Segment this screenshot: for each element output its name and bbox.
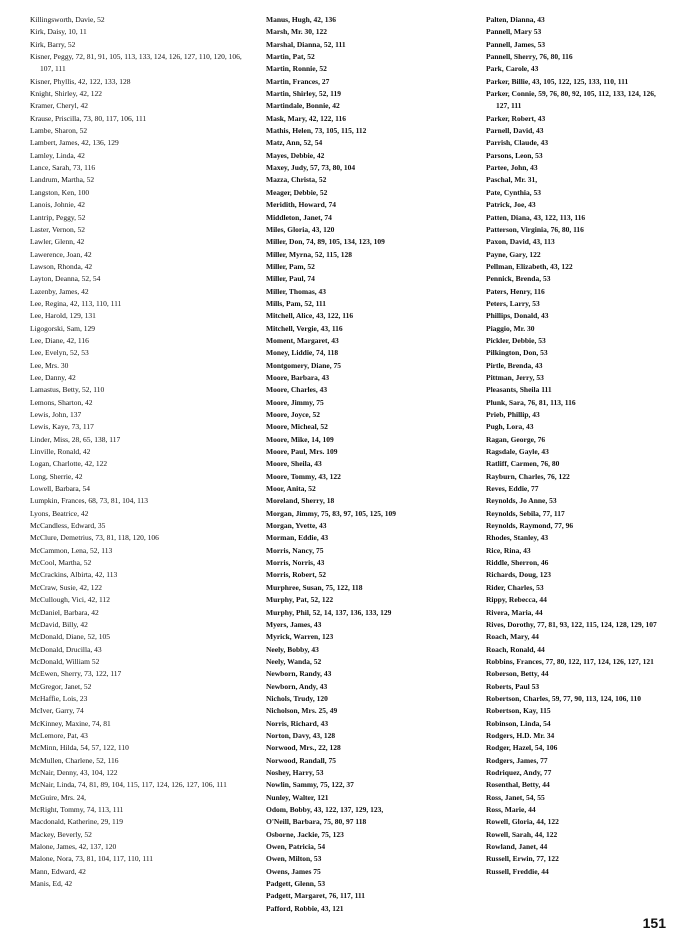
index-entry: Pennick, Brenda, 53 (486, 274, 551, 284)
index-entry: Mann, Edward, 42 (30, 866, 86, 876)
index-entry: Rice, Rina, 43 (486, 545, 531, 555)
index-entry: McEwen, Sherry, 73, 122, 117 (30, 669, 122, 679)
index-entry: Parker, Connie, 59, 76, 80, 92, 105, 112, 133, 124, 126, 127, 111 (486, 89, 656, 111)
index-entry: Richards, Doug, 123 (486, 570, 552, 580)
index-entry: Lawerence, Joan, 42 (30, 249, 92, 259)
index-entry: Moreland, Sherry, 18 (266, 496, 335, 506)
index-entry: Morris, Robert, 52 (266, 570, 326, 580)
index-entry: Lee, Mrs. 30 (30, 360, 69, 370)
index-entry: Palten, Dianna, 43 (486, 15, 545, 24)
index-entry: Nichols, Trudy, 120 (266, 693, 328, 703)
index-entry: Pilkington, Don, 53 (486, 348, 548, 358)
index-entry: Lemons, Sharton, 42 (30, 397, 93, 407)
index-entry: Parrish, Claude, 43 (486, 138, 549, 148)
index-entry: Moore, Jimmy, 75 (266, 397, 324, 407)
index-entry: Lee, Danny, 42 (30, 372, 76, 382)
index-entry: Morgan, Jimmy, 75, 83, 97, 105, 125, 109 (266, 508, 396, 518)
index-entry: Manis, Ed, 42 (30, 879, 73, 889)
index-entry: Pleasants, Sheila 111 (486, 385, 552, 395)
index-entry: Mathis, Helen, 73, 105, 115, 112 (266, 126, 367, 136)
index-entry: Prieb, Phillip, 43 (486, 410, 540, 419)
index-entry: McMullen, Charlene, 52, 116 (30, 755, 119, 765)
index-entry: Newborn, Andy, 43 (266, 681, 328, 691)
index-entry: Murphree, Susan, 75, 122, 118 (266, 582, 363, 592)
index-entry: Ross, Janet, 54, 55 (486, 792, 545, 802)
index-entry: Patrick, Joe, 43 (486, 200, 536, 210)
index-entry: Moor, Anita, 52 (266, 484, 316, 494)
index-entry: Pannell, Sherry, 76, 80, 116 (486, 52, 573, 62)
index-entry: Parker, Robert, 43 (486, 113, 546, 123)
index-entry: McNair, Linda, 74, 81, 89, 104, 115, 117, 124, 126, 127, 106, 111 (30, 780, 227, 790)
index-entry: Norris, Richard, 43 (266, 718, 329, 728)
index-entry: Noshey, Harry, 53 (266, 767, 324, 777)
index-entry: Rider, Charles, 53 (486, 582, 544, 592)
index-entry: Marshal, Dianna, 52, 111 (266, 39, 346, 49)
index-entry: Lewis, John, 137 (30, 410, 82, 419)
index-entry: Lambe, Sharon, 52 (30, 126, 88, 136)
index-entry: Langston, Ken, 100 (30, 187, 90, 197)
index-entry: McClure, Demetrius, 73, 81, 118, 120, 106 (30, 533, 159, 543)
index-entry: Linville, Ronald, 42 (30, 447, 91, 457)
index-entry: Mills, Pam, 52, 111 (266, 298, 326, 308)
index-entry: McDonald, Drucilla, 43 (30, 644, 102, 654)
index-entry: Rivera, Maria, 44 (486, 607, 543, 617)
index-entry: Reynolds, Sebila, 77, 117 (486, 508, 565, 518)
index-entry: Meridith, Howard, 74 (266, 200, 336, 210)
index-entry: Malone, Nora, 73, 81, 104, 117, 110, 111 (30, 854, 154, 864)
index-entry: Krause, Priscilla, 73, 80, 117, 106, 111 (30, 113, 147, 123)
index-entry: Reynolds, Jo Anne, 53 (486, 496, 557, 506)
index-entry: Nowlin, Sammy, 75, 122, 37 (266, 780, 354, 790)
index-entry: Lumpkin, Frances, 68, 73, 81, 104, 113 (30, 496, 149, 506)
index-entry: Moore, Mike, 14, 109 (266, 434, 334, 444)
index-entry: Pafford, Robbie, 43, 121 (266, 903, 344, 913)
index-entry: Malone, James, 42, 137, 120 (30, 842, 117, 852)
index-entry: McDonald, William 52 (30, 656, 100, 666)
index-entry: Mazza, Christa, 52 (266, 175, 327, 185)
index-entry: Rodriquez, Andy, 77 (486, 767, 552, 777)
index-column-1 (30, 14, 245, 890)
index-entry: Peters, Larry, 53 (486, 298, 540, 308)
index-entry: Pittman, Jerry, 53 (486, 372, 544, 382)
index-column-2 (266, 14, 481, 915)
index-entry: Lee, Evelyn, 52, 53 (30, 348, 89, 358)
index-entry: Lowell, Barbara, 54 (30, 484, 90, 494)
index-entry: Maxey, Judy, 57, 73, 80, 104 (266, 163, 356, 173)
index-entry: Linder, Miss, 28, 65, 138, 117 (30, 434, 121, 444)
index-entry: McNair, Denny, 43, 104, 122 (30, 767, 118, 777)
index-entry: Moore, Barbara, 43 (266, 372, 330, 382)
index-entry: Rhodes, Stanley, 43 (486, 533, 549, 543)
index-entry: Kirk, Daisy, 10, 11 (30, 27, 87, 37)
index-entry: Morgan, Yvette, 43 (266, 521, 327, 531)
index-entry: Mackey, Beverly, 52 (30, 829, 92, 839)
index-entry: McCandless, Edward, 35 (30, 521, 106, 531)
index-entry: Lanois, Johnie, 42 (30, 200, 85, 210)
index-entry: Ragan, George, 76 (486, 434, 546, 444)
index-entry: Lamastus, Betty, 52, 110 (30, 385, 105, 395)
index-entry: Knight, Shirley, 42, 122 (30, 89, 103, 99)
index-entry: Mitchell, Alice, 43, 122, 116 (266, 311, 354, 321)
index-entry: Parnell, David, 43 (486, 126, 544, 136)
index-entry: Osborne, Jackie, 75, 123 (266, 829, 344, 839)
index-entry: Mitchell, Vergie, 43, 116 (266, 323, 343, 333)
index-entry: Lance, Sarah, 73, 116 (30, 163, 96, 173)
index-entry: Pate, Cynthia, 53 (486, 187, 541, 197)
index-entry: Middleton, Janet, 74 (266, 212, 332, 222)
index-entry: Moment, Margaret, 43 (266, 335, 339, 345)
index-entry: Matz, Ann, 52, 54 (266, 138, 323, 148)
index-entry: Myers, James, 43 (266, 619, 322, 629)
index-entry: Miles, Gloria, 43, 120 (266, 224, 335, 234)
index-entry: Rippy, Rebecca, 44 (486, 595, 547, 605)
index-entry: Plunk, Sara, 76, 81, 113, 116 (486, 397, 576, 407)
index-entry: Roach, Ronald, 44 (486, 644, 545, 654)
index-entry: Ratliff, Carmen, 76, 80 (486, 459, 560, 469)
index-entry: Miller, Paul, 74 (266, 274, 315, 284)
index-entry: Padgett, Margaret, 76, 117, 111 (266, 891, 366, 901)
index-entry: Morris, Norris, 43 (266, 558, 325, 568)
index-entry: Moore, Joyce, 52 (266, 410, 321, 419)
index-entry: Morris, Nancy, 75 (266, 545, 324, 555)
index-entry: McCammon, Lena, 52, 113 (30, 545, 113, 555)
index-entry: Pugh, Lora, 43 (486, 422, 534, 432)
index-entry: Martin, Ronnie, 52 (266, 64, 327, 74)
index-column-3 (486, 14, 666, 878)
index-entry: Lantrip, Peggy, 52 (30, 212, 86, 222)
index-entry: Martin, Pat, 52 (266, 52, 315, 62)
index-entry: Lyons, Beatrice, 42 (30, 508, 89, 518)
index-entry: Payne, Gary, 122 (486, 249, 541, 259)
index-entry: Lewis, Kaye, 73, 117 (30, 422, 94, 432)
index-entry: Laster, Vernon, 52 (30, 224, 85, 234)
page-number: 151 (642, 915, 666, 931)
index-entry: Patten, Diana, 43, 122, 113, 116 (486, 212, 586, 222)
index-entry: Newborn, Randy, 43 (266, 669, 332, 679)
index-entry: Marsh, Mr. 30, 122 (266, 27, 327, 37)
index-entry: Miller, Don, 74, 89, 105, 134, 123, 109 (266, 237, 385, 247)
index-entry: Meager, Debbie, 52 (266, 187, 328, 197)
index-entry: Robinson, Linda, 54 (486, 718, 551, 728)
index-entry: McIver, Garry, 74 (30, 706, 84, 716)
index-entry: Robbins, Frances, 77, 80, 122, 117, 124, 126, 127, 121 (486, 656, 654, 666)
index-entry: Pannell, James, 53 (486, 39, 546, 49)
index-entry: Owen, Milton, 53 (266, 854, 322, 864)
index-entry: Long, Sherrie, 42 (30, 471, 83, 481)
index-entry: Phillips, Donald, 43 (486, 311, 549, 321)
index-entry: Macdonald, Katherine, 29, 119 (30, 817, 124, 827)
index-entry: Roberts, Paul 53 (486, 681, 540, 691)
index-entry: Neely, Bobby, 43 (266, 644, 319, 654)
index-entry: Miller, Myrna, 52, 115, 128 (266, 249, 352, 259)
index-entry: McMinn, Hilda, 54, 57, 122, 110 (30, 743, 129, 753)
index-entry: Kisner, Peggy, 72, 81, 91, 105, 113, 133, 124, 126, 127, 110, 120, 106, 107, 111 (30, 52, 242, 74)
index-entry: Murphy, Phil, 52, 14, 137, 136, 133, 129 (266, 607, 392, 617)
index-entry: Nunley, Walter, 121 (266, 792, 329, 802)
index-entry: McDaniel, Barbara, 42 (30, 607, 99, 617)
index-entry: Kramer, Cheryl, 42 (30, 101, 89, 111)
index-entry: Miller, Thomas, 43 (266, 286, 327, 296)
index-entry: Mask, Mary, 42, 122, 116 (266, 113, 346, 123)
index-entry: Rodgers, James, 77 (486, 755, 548, 765)
index-entry: Layton, Deanna, 52, 54 (30, 274, 101, 284)
index-entry: Roberson, Betty, 44 (486, 669, 549, 679)
index-entry: Paschal, Mr. 31, (486, 175, 538, 185)
index-entry: Moore, Paul, Mrs. 109 (266, 447, 338, 457)
index-entry: Rosenthal, Betty, 44 (486, 780, 550, 790)
index-entry: Rowell, Gloria, 44, 122 (486, 817, 559, 827)
index-entry: McGregor, Janet, 52 (30, 681, 92, 691)
index-entry: McDavid, Billy, 42 (30, 619, 88, 629)
index-entry: Lee, Harold, 129, 131 (30, 311, 96, 321)
index-entry: Martin, Shirley, 52, 119 (266, 89, 341, 99)
index-entry: McGuire, Mrs. 24, (30, 792, 87, 802)
index-entry: Murphy, Pat, 52, 122 (266, 595, 334, 605)
index-entry: Rayburn, Charles, 76, 122 (486, 471, 570, 481)
index-entry: Riddle, Sherron, 46 (486, 558, 549, 568)
index-entry: Pellman, Elizabeth, 43, 122 (486, 261, 573, 271)
index-entry: Reynolds, Raymond, 77, 96 (486, 521, 574, 531)
index-entry: Ligogorski, Sam, 129 (30, 323, 95, 333)
index-entry: Ragsdale, Gayle, 43 (486, 447, 549, 457)
index-entry: Owen, Patricia, 54 (266, 842, 326, 852)
index-entry: Moore, Micheal, 52 (266, 422, 328, 432)
index-entry: Patterson, Virginia, 76, 80, 116 (486, 224, 584, 234)
index-entry: Rowland, Janet, 44 (486, 842, 548, 852)
index-entry: Padgett, Glenn, 53 (266, 879, 326, 889)
index-entry: Martin, Frances, 27 (266, 76, 330, 86)
index-entry: Pickler, Debbie, 53 (486, 335, 546, 345)
index-entry: Manus, Hugh, 42, 136 (266, 15, 337, 24)
index-entry: Park, Carole, 43 (486, 64, 539, 74)
index-entry: McDonald, Diane, 52, 105 (30, 632, 110, 642)
index-entry: Lambert, James, 42, 136, 129 (30, 138, 119, 148)
index-entry: Mayes, Debbie, 42 (266, 150, 325, 160)
index-entry: Robertson, Kay, 115 (486, 706, 551, 716)
index-entry: Myrick, Warren, 123 (266, 632, 334, 642)
index-entry: McCraw, Susie, 42, 122 (30, 582, 103, 592)
index-entry: Parsons, Leon, 53 (486, 150, 543, 160)
index-entry: Norton, Davy, 43, 128 (266, 730, 336, 740)
index-entry: McRight, Tommy, 74, 113, 111 (30, 805, 124, 814)
index-entry: Pirtle, Brenda, 43 (486, 360, 543, 370)
index-entry: Reves, Eddie, 77 (486, 484, 539, 494)
index-entry: Paters, Henry, 116 (486, 286, 545, 296)
index-entry: McCrackins, Albirta, 42, 113 (30, 570, 118, 580)
index-entry: Owens, James 75 (266, 866, 321, 876)
index-entry: Russell, Freddie, 44 (486, 866, 549, 876)
index-entry: McHaffie, Lois, 23 (30, 693, 88, 703)
index-entry: Parker, Billie, 43, 105, 122, 125, 133, 110, 111 (486, 76, 629, 86)
index-entry: Landrum, Martha, 52 (30, 175, 95, 185)
index-entry: Lawler, Glenn, 42 (30, 237, 85, 247)
index-entry: Norwood, Randall, 75 (266, 755, 337, 765)
index-entry: Ross, Marie, 44 (486, 805, 536, 814)
index-entry: Piaggio, Mr. 30 (486, 323, 535, 333)
index-entry: Robertson, Charles, 59, 77, 90, 113, 124, 106, 110 (486, 693, 642, 703)
index-entry: Odom, Bobby, 43, 122, 137, 129, 123, (266, 805, 384, 814)
index-entry: Norwood, Mrs., 22, 128 (266, 743, 341, 753)
index-entry: Kirk, Barry, 52 (30, 39, 76, 49)
index-entry: Montgomery, Diane, 75 (266, 360, 341, 370)
index-entry: Lee, Regina, 42, 113, 110, 111 (30, 298, 122, 308)
index-entry: McCullough, Vici, 42, 112 (30, 595, 110, 605)
index-entry: Lamley, Linda, 42 (30, 150, 85, 160)
index-entry: Lee, Diane, 42, 116 (30, 335, 89, 345)
index-entry: McCool, Martha, 52 (30, 558, 92, 568)
index-entry: Rowell, Sarah, 44, 122 (486, 829, 558, 839)
index-entry: Rives, Dorothy, 77, 81, 93, 122, 115, 124, 128, 129, 107 (486, 619, 657, 629)
index-entry: Russell, Erwin, 77, 122 (486, 854, 559, 864)
index-entry: Moore, Charles, 43 (266, 385, 328, 395)
index-entry: McLemore, Pat, 43 (30, 730, 88, 740)
index-entry: Lawson, Rhonda, 42 (30, 261, 93, 271)
index-entry: O'Neill, Barbara, 75, 80, 97 118 (266, 817, 367, 827)
index-entry: Killingsworth, Davie, 52 (30, 15, 105, 24)
index-entry: Neely, Wanda, 52 (266, 656, 322, 666)
index-entry: Moore, Sheila, 43 (266, 459, 322, 469)
index-entry: Martindale, Bonnie, 42 (266, 101, 340, 111)
index-entry: Rodgers, H.D. Mr. 34 (486, 730, 555, 740)
index-entry: Kisner, Phyllis, 42, 122, 133, 128 (30, 76, 131, 86)
index-entry: Paxon, David, 43, 113 (486, 237, 555, 247)
index-entry: Logan, Charlotte, 42, 122 (30, 459, 108, 469)
index-entry: Miller, Pam, 52 (266, 261, 315, 271)
index-entry: Morman, Eddie, 43 (266, 533, 329, 543)
index-entry: Lazenby, James, 42 (30, 286, 89, 296)
index-entry: Partee, John, 43 (486, 163, 538, 173)
index-entry: Moore, Tommy, 43, 122 (266, 471, 341, 481)
index-entry: Rodger, Hazel, 54, 106 (486, 743, 558, 753)
index-entry: Nicholson, Mrs. 25, 49 (266, 706, 338, 716)
index-entry: McKinney, Maxine, 74, 81 (30, 718, 111, 728)
index-entry: Money, Liddie, 74, 118 (266, 348, 339, 358)
index-entry: Pannell, Mary 53 (486, 27, 542, 37)
index-entry: Roach, Mary, 44 (486, 632, 539, 642)
